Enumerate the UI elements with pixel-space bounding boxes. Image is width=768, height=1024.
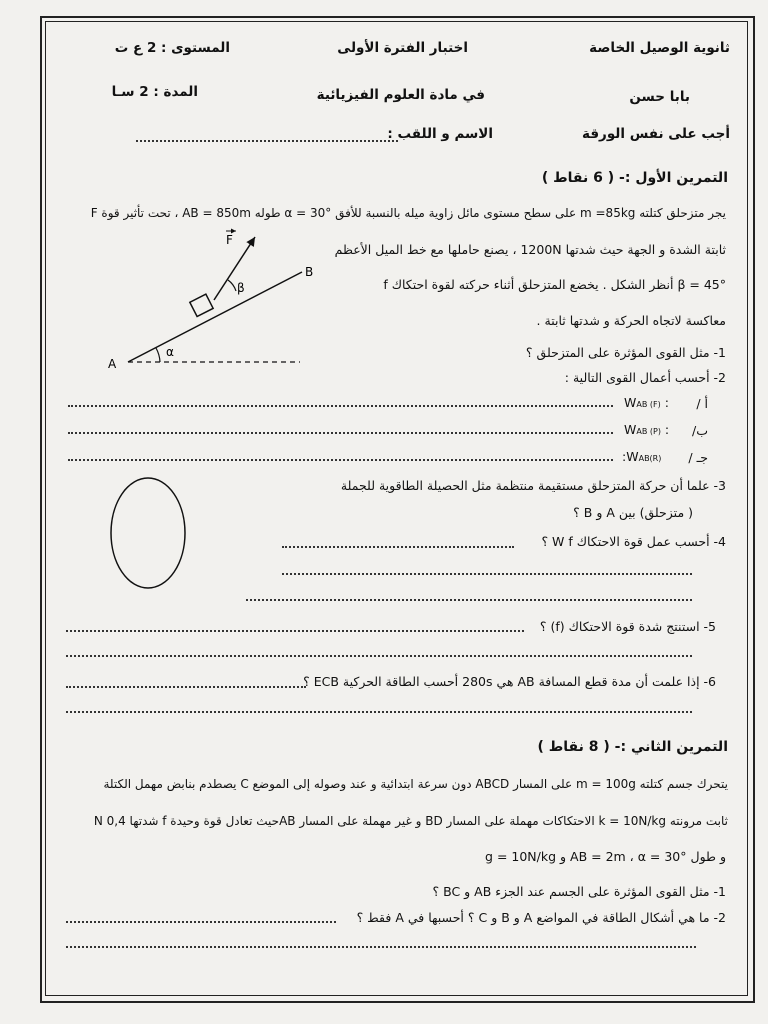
subject: في مادة العلوم الفيزيائية (316, 87, 485, 103)
ex2-text-line-2: ثابت مرونته k = 10N/kg الاحتكاكات مهملة على المسار BD و غير مهملة على المسار ABحيث تعادل قوة وحيدة f شدتها 0,4 N (93, 814, 728, 828)
teacher-name: بابا حسن (629, 89, 690, 105)
ex2-question-1: 1- مثل القوى المؤثرة على الجسم عند الجزء AB و BC ؟ (432, 884, 726, 899)
beta-arc (228, 280, 236, 291)
level: المستوى : 2 ع ت (114, 40, 230, 56)
skier-block (190, 294, 213, 316)
ex1-text-line-1: يجر متزحلق كتلته m =85kg على سطح مستوى مائل زاوية ميله بالنسبة للأفق α = 30° طوله AB = 850m ، تحت تأثير قوة F (90, 206, 726, 220)
alpha-arc (156, 348, 160, 362)
q2c-label: جـ / (688, 450, 708, 465)
exercise-2-title: التمرين الثاني :- ( 8 نقاط ) (537, 739, 728, 755)
label-beta: β (237, 281, 245, 295)
ex2-question-2: 2- ما هي أشكال الطاقة في المواضع A و B و C ؟ أحسبها في A فقط ؟ (356, 910, 726, 925)
incline-line (128, 272, 302, 362)
ex1-text-line-3: β = 45° أنظر الشكل . يخضع المتزحلق أثناء حركته لقوة احتكاك f (383, 277, 726, 292)
ex2-text-line-3: و طول AB = 2m ، α = 30° و g = 10N/kg (485, 849, 726, 864)
label-alpha: α (166, 345, 174, 359)
ex1-question-2: 2- أحسب أعمال القوى التالية : (564, 370, 726, 385)
q2c-work: :WAB(R) (622, 449, 662, 464)
exercise-1-title: التمرين الأول :- ( 6 نقاط ) (541, 170, 728, 186)
ex1-question-4: 4- أحسب عمل قوة الاحتكاك W f ؟ (541, 534, 726, 549)
ex1-text-line-4: معاكسة لاتجاه الحركة و شدتها ثابتة . (536, 313, 726, 328)
answer-note: أجب على نفس الورقة (582, 126, 730, 142)
ex1-question-6: 6- إذا علمت أن مدة قطع المسافة AB هي 280s أحسب الطاقة الحركية ECB ؟ (303, 674, 716, 689)
ex1-question-3-line-1: 3- علما أن حركة المتزحلق مستقيمة منتظمة مثل الحصيلة الطاقوية للجملة (340, 478, 726, 493)
energy-chain-ellipse (111, 478, 185, 588)
force-F-arrow (214, 237, 255, 300)
label-B: B (305, 265, 314, 279)
label-A: A (108, 357, 117, 371)
name-label: الاسم و اللقب : (387, 126, 493, 142)
q2a-work: WAB (F) : (624, 395, 669, 410)
ex1-question-1: 1- مثل القوى المؤثرة على المتزحلق ؟ (525, 345, 726, 360)
q2b-work: WAB (P) : (624, 422, 670, 437)
q2b-label: ب/ (692, 423, 708, 438)
school-name: ثانوية الوصيل الخاصة (589, 40, 730, 56)
q2a-label: أ / (696, 396, 708, 411)
label-F: F (226, 233, 233, 247)
exam-title: اختبار الفترة الأولى (337, 40, 468, 56)
ex2-q2-answer-line-1[interactable] (66, 921, 336, 923)
ex2-q2-answer-line-2[interactable] (66, 946, 696, 948)
ex2-text-line-1: يتحرك جسم كتلته m = 100g على المسار ABCD دون سرعة ابتدائية و عند وصوله إلى الموضع C يصطدم بنابض مهمل الكتلة (103, 777, 728, 791)
ex1-text-line-2: ثابتة الشدة و الجهة حيث شدتها 1200N ، يصنع حاملها مع خط الميل الأعظم (334, 242, 726, 257)
duration: المدة : 2 سـا (111, 84, 198, 100)
ex1-question-3-line-2: ( متزحلق) بين A و B ؟ (573, 505, 693, 520)
ex1-question-5: 5- استنتج شدة قوة الاحتكاك (f) ؟ (539, 619, 716, 634)
